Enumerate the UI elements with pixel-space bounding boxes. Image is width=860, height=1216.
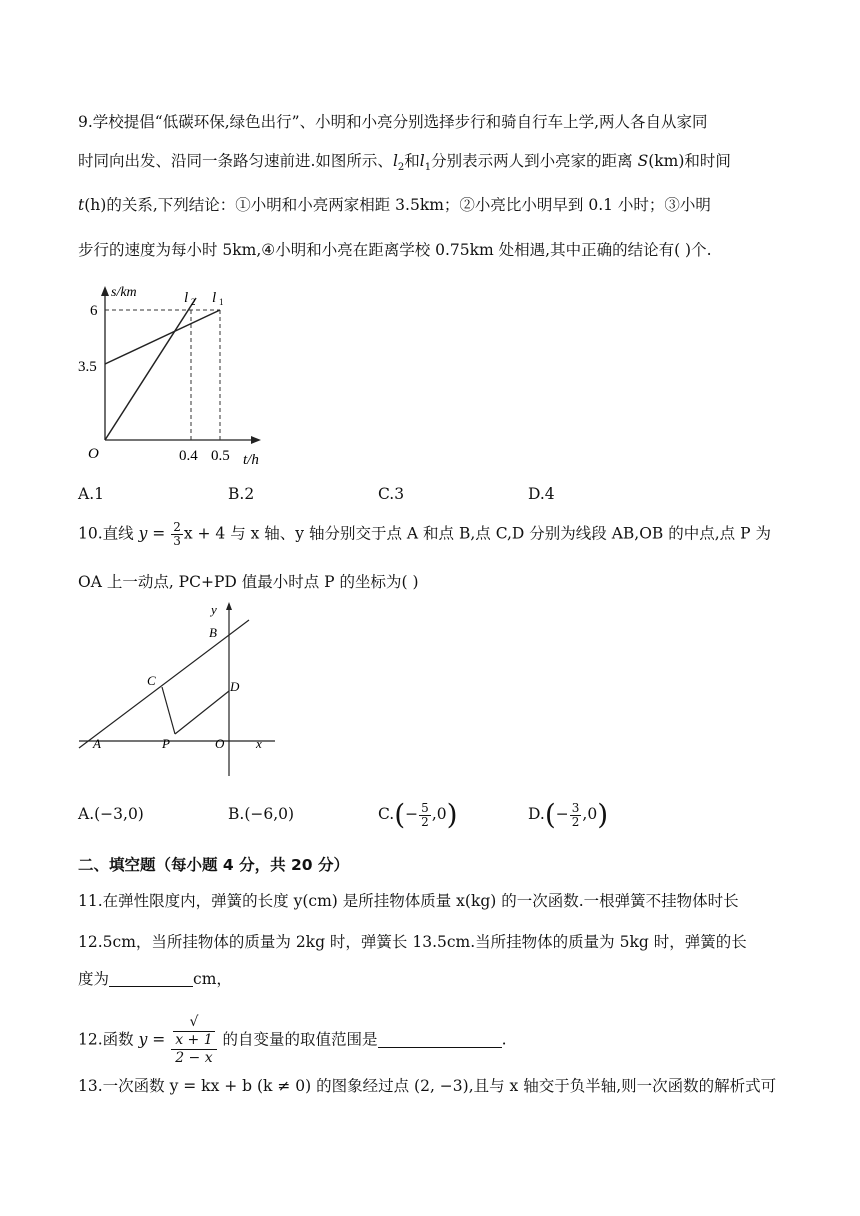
y-tick-3-5: 3.5 xyxy=(78,359,97,375)
q9-option-b: B.2 xyxy=(228,485,255,503)
q11-line-1: 11.在弹性限度内，弹簧的长度 y(cm) 是所挂物体质量 x(kg) 的一次函数.一根弹簧不挂物体时长 xyxy=(78,892,739,910)
p-label: P xyxy=(162,736,170,751)
q10-line-2: OA 上一动点, PC+PD 值最小时点 P 的坐标为( ) xyxy=(78,573,419,591)
q9-line-4: 步行的速度为每小时 5km,④小明和小亮在距离学校 0.75km 处相遇,其中正确的结论有( )个. xyxy=(78,241,712,259)
q9-option-d: D.4 xyxy=(528,485,555,503)
line-ab xyxy=(79,620,249,748)
y-label: y xyxy=(211,602,217,617)
q9-option-a: A.1 xyxy=(78,485,104,503)
d-label: D xyxy=(230,679,240,694)
distance-time-graph xyxy=(75,280,285,470)
y-axis-arrow xyxy=(226,602,232,610)
y-tick-6: 6 xyxy=(90,303,98,319)
l1-subscript: 1 xyxy=(219,297,224,307)
section-title: 二、填空题（每小题 4 分，共 20 分） xyxy=(78,856,349,874)
q12-answer-blank[interactable] xyxy=(378,1031,502,1048)
origin-label: O xyxy=(88,446,99,462)
q9-line-3: t(h)的关系,下列结论：①小明和小亮两家相距 3.5km；②小亮比小明早到 0.1 小时；③小明 xyxy=(78,196,711,214)
x-tick-0-5: 0.5 xyxy=(211,448,230,464)
q9-line-2: 时同向出发、沿同一条路匀速前进.如图所示、$l_2$和$l_1$分别表示两人到小亮家的距离 S(km)和时间 xyxy=(78,152,731,174)
q13-line-1: 13.一次函数 y = kx + b (k ≠ 0) 的图象经过点 (2, −3),且与 x 轴交于负半轴,则一次函数的解析式可 xyxy=(78,1077,777,1095)
segment-cp xyxy=(162,687,175,734)
q10-option-a: A.(−3,0) xyxy=(78,805,144,823)
q10-option-d: D.(− $\frac{3}{2}$ ,0) xyxy=(528,798,609,831)
line-l2 xyxy=(105,298,196,440)
l2-label: l xyxy=(184,290,189,306)
q10-option-b: B.(−6,0) xyxy=(228,805,295,823)
s-axis-label: s/km xyxy=(111,285,137,300)
q12-fraction: √ x + 1 2 − x xyxy=(171,1014,216,1067)
l1-label: l xyxy=(212,290,217,306)
a-label: A xyxy=(93,736,101,751)
c-label: C xyxy=(147,673,156,688)
coordinate-graph xyxy=(75,600,275,780)
line-l1 xyxy=(105,310,220,364)
q11-answer-blank[interactable] xyxy=(109,970,193,987)
q10-option-c: C.(− $\frac{5}{2}$ ,0) xyxy=(378,798,458,831)
x-tick-0-4: 0.4 xyxy=(179,448,198,464)
q11-line-3: 度为 cm， xyxy=(78,970,232,988)
s-axis-arrow xyxy=(101,286,109,296)
t-axis-arrow xyxy=(251,436,261,444)
q11-line-2: 12.5cm，当所挂物体的质量为 2kg 时，弹簧长 13.5cm.当所挂物体的质量为 5kg 时，弹簧的长 xyxy=(78,933,747,951)
q9-line-1: 9.学校提倡“低碳环保,绿色出行”、小明和小亮分别选择步行和骑自行车上学,两人各自从家同 xyxy=(78,113,708,131)
q10-fraction: $\frac{2}{3}$ xyxy=(173,520,181,548)
o-label: O xyxy=(215,736,225,751)
segment-pd xyxy=(175,691,229,734)
q12-line: 12.函数 y = √ x + 1 2 − x 的自变量的取值范围是 . xyxy=(78,1014,507,1066)
t-axis-label: t/h xyxy=(243,452,259,468)
x-label: x xyxy=(256,736,262,751)
b-label: B xyxy=(209,625,217,640)
q10-line-1: 10.直线 y = $\frac{2}{3}$ x + 4 与 x 轴、y 轴分别交于点 A 和点 B,点 C,D 分别为线段 AB,OB 的中点,点 P 为 xyxy=(78,520,771,548)
q9-option-c: C.3 xyxy=(378,485,405,503)
l2-subscript: 2 xyxy=(191,297,196,307)
